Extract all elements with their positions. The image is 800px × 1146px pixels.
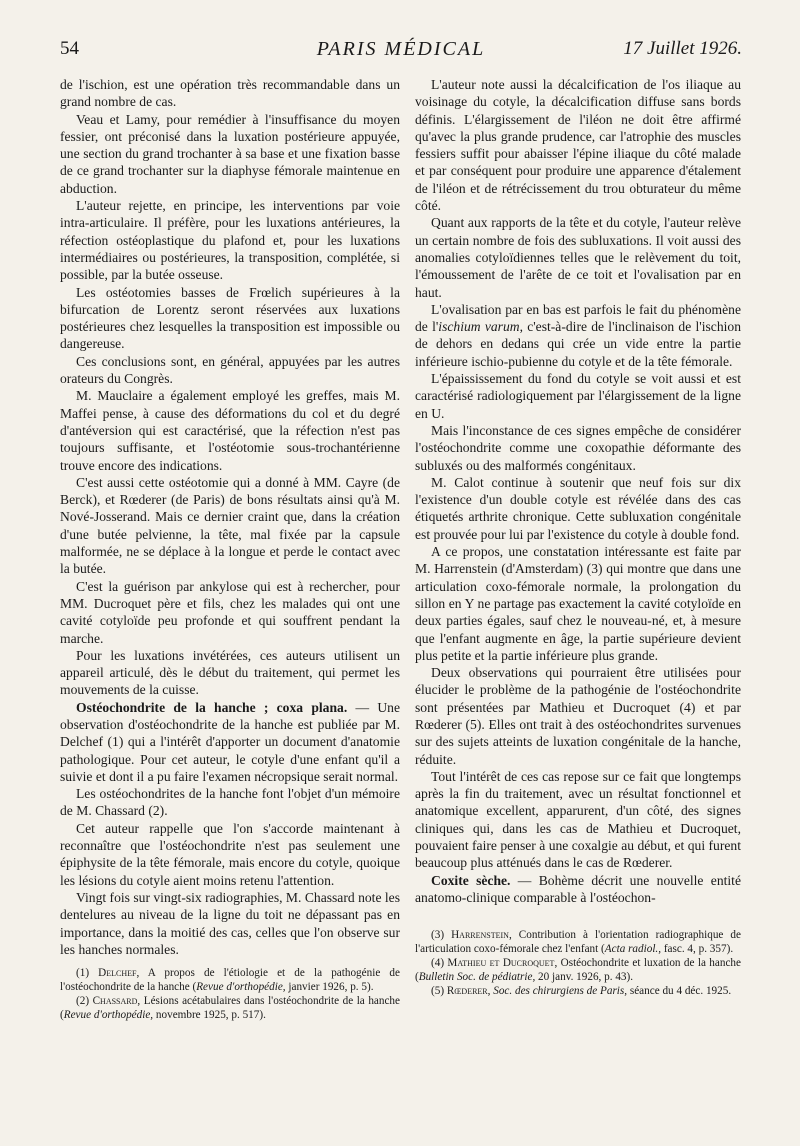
paragraph: Les ostéotomies basses de Frœlich supérieures à la bifurcation de Lorentz seront réservées aux luxations postérieures chez lesquelles la transposition est impossible ou dangereuse.	[60, 284, 400, 352]
journal-title: PARIS MÉDICAL	[316, 38, 486, 60]
issue-date: 17 Juillet 1926.	[623, 38, 742, 59]
right-column	[415, 76, 741, 998]
paragraph: Mais l'inconstance de ces signes empêche de considérer l'ostéochondrite comme une coxopathie déformante des subluxés ou des malformés congénitaux.	[415, 422, 741, 473]
paragraph: Pour les luxations invétérées, ces auteurs utilisent un appareil articulé, dès le début du traitement, qui permet les mouvements de la cuisse.	[60, 647, 400, 698]
paragraph: L'auteur rejette, en principe, les interventions par voie intra-articulaire. Il préfère, pour les luxations antérieures, la réfection ostéoplastique du plafond et, pour les luxations intermédiaires ou postérieures, la transposition, complétée, si possible, par la butée osseuse.	[60, 198, 400, 283]
section-paragraph: Ostéochondrite de la hanche ; coxa plana. — Une observation d'ostéochondrite de la hanche est publiée par M. Delchef (1) qui a l'intérêt d'apporter un document d'anatomie pathologique. Pour cet auteur, le cotyle d'une enfant qu'il a suivie et dont il a pu faire l'examen nécropsique serait normal.	[60, 699, 400, 784]
section-heading: Coxite sèche.	[431, 872, 511, 888]
paragraph: Deux observations qui pourraient être utilisées pour élucider le problème de la pathogénie de l'ostéochondrite sont présentées par Mathieu et Ducroquet (4) et par Rœderer (5). Elles ont trait à des ostéochondrites survenues sur des sujets atteints de luxation congénitale de la hanche, réduite.	[415, 665, 741, 767]
paragraph: Cet auteur rappelle que l'on s'accorde maintenant à reconnaître que l'ostéochondrite n'est pas seulement une épiphysite de la tête fémorale, mais encore du cotyle, quoique les lésions du cotyle aient moins retenu l'attention.	[60, 820, 400, 888]
section-paragraph: Coxite sèche. — Bohème décrit une nouvelle entité anatomo-clinique comparable à l'ostéochon-	[415, 872, 741, 905]
paragraph: de l'ischion, est une opération très recommandable dans un grand nombre de cas.	[60, 77, 400, 110]
footnote: (2) Chassard, Lésions acétabulaires dans l'ostéochondrite de la hanche (Revue d'orthopédie, novembre 1925, p. 517).	[60, 995, 400, 1022]
footnote: (3) Harrenstein, Contribution à l'orientation radiographique de l'articulation coxo-fémorale chez l'enfant (Acta radiol., fasc. 4, p. 357).	[415, 929, 741, 956]
paragraph: Tout l'intérêt de ces cas repose sur ce fait que longtemps après la fin du traitement, avec un résultat fonctionnel et anatomique excellent, apparurent, d'un côté, des signes cliniques qui, dans les cas de Mathieu et Ducroquet, pouvaient faire penser à une coxalgie au début, et qui furent beaucoup plus atténués dans le cas de Rœderer.	[415, 768, 741, 871]
paragraph: C'est la guérison par ankylose qui est à rechercher, pour MM. Ducroquet père et fils, chez les malades qui ont une cavité cotyloïde peu profonde et qui souffrent pendant la marche.	[60, 578, 400, 646]
paragraph: M. Calot continue à soutenir que neuf fois sur dix l'existence d'un double cotyle est révélée dans des cas étiquetés arthrite chronique. Cette subluxation congénitale est prouvée pour lui par l'existence du cotyle à double fond.	[415, 474, 741, 542]
page-header	[60, 38, 742, 68]
section-heading: Ostéochondrite de la hanche ; coxa plana.	[76, 699, 348, 715]
paragraph: C'est aussi cette ostéotomie qui a donné à MM. Cayre (de Berck), et Rœderer (de Paris) de bons résultats ainsi qu'à M. Nové-Josserand. Mais ce dernier craint que, dans la création d'une butée pelvienne, la tête, mal fixée par la capsule malformée, ne se déplace à la longue et perde le contact avec la butée.	[60, 474, 400, 577]
paragraph: M. Mauclaire a également employé les greffes, mais M. Maffei pense, à cause des déformations du col et du degré d'antéversion qui est caractérisé, que la réfection n'est pas toujours suffisante, et l'ostéotomie sous-trochantérienne trouve encore des indications.	[60, 388, 400, 473]
footnote: (1) Delchef, A propos de l'étiologie et de la pathogénie de l'ostéochondrite de la hanche (Revue d'orthopédie, janvier 1926, p. 5).	[60, 967, 400, 994]
paragraph: Veau et Lamy, pour remédier à l'insuffisance du moyen fessier, ont préconisé dans la luxation postérieure appuyée, une section du grand trochanter à sa base et une fixation basse de ce grand trochanter sur la diaphyse fémorale maintenue en abduction.	[60, 111, 400, 196]
paragraph: Ces conclusions sont, en général, appuyées par les autres orateurs du Congrès.	[60, 353, 400, 387]
paragraph: L'auteur note aussi la décalcification de l'os iliaque au voisinage du cotyle, la décalcification diffuse sans bords définis. L'élargissement de l'iléon ne doit être affirmé qu'avec la plus grande prudence, car l'atrophie des muscles fessiers suffit pour abaisser l'épine iliaque du côté malade et par conséquent pour produire une apparence d'étalement de l'iléon et de rétrécissement du trou obturateur du même côté.	[415, 77, 741, 214]
paragraph: Quant aux rapports de la tête et du cotyle, l'auteur relève un certain nombre de fois des subluxations. Il voit aussi des anomalies cotyloïdiennes telles que le relèvement du toit, l'émoussement de l'arête de ce toit et l'ovalisation par en haut.	[415, 215, 741, 300]
footnote: (4) Mathieu et Ducroquet, Ostéochondrite et luxation de la hanche (Bulletin Soc. de pédiatrie, 20 janv. 1926, p. 43).	[415, 957, 741, 984]
paragraph: A ce propos, une constatation intéressante est faite par M. Harrenstein (d'Amsterdam) (3) qui montre que dans une articulation coxo-fémorale normale, la prolongation du sillon en Y ne partage pas exactement la cavité cotyloïde en deux parties égales, sauf chez le nouveau-né, et, à mesure que l'enfant augmente en âge, la partie supérieure devient plus petite et la partie inférieure plus grande.	[415, 544, 741, 663]
paragraph: L'ovalisation par en bas est parfois le fait du phénomène de l'ischium varum, c'est-à-dire de l'inclinaison de l'ischion de dehors en dedans qui crée un vide entre la partie inférieure ischio-pubienne du cotyle et de la tête fémorale.	[415, 301, 741, 369]
paragraph: L'épaississement du fond du cotyle se voit aussi et est caractérisé radiologiquement par l'élargissement de la ligne en U.	[415, 371, 741, 421]
paragraph: Vingt fois sur vingt-six radiographies, M. Chassard note les dentelures au niveau de la ligne du toit ne dépassant pas en importance, dans la moitié des cas, celles que l'on observe sur les hanches normales.	[60, 889, 400, 957]
page-number: 54	[60, 38, 79, 59]
left-column	[60, 76, 400, 1022]
footnote: (5) Rœderer, Soc. des chirurgiens de Paris, séance du 4 déc. 1925.	[431, 985, 732, 998]
paragraph: Les ostéochondrites de la hanche font l'objet d'un mémoire de M. Chassard (2).	[60, 786, 400, 819]
